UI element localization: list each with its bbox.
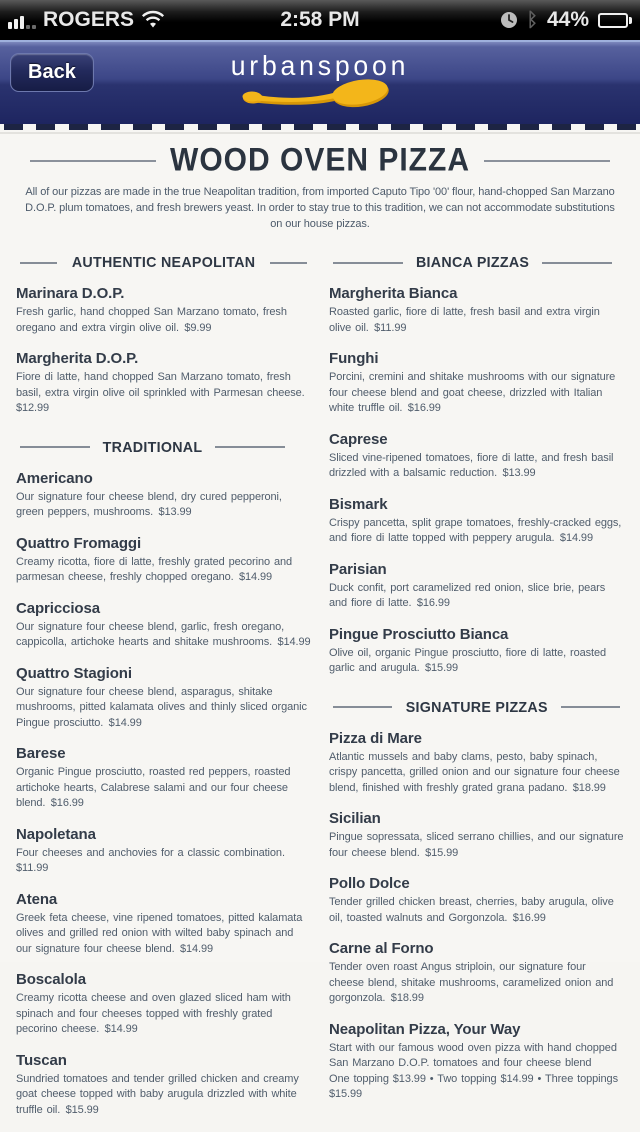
menu-item (329, 875, 624, 926)
section-heading (20, 254, 307, 271)
menu-title-row (30, 144, 610, 178)
menu-item (329, 810, 624, 861)
item-description-text: Our signature four cheese blend, garlic, fresh oregano, cappicolla, artichoke hearts and shitake mushrooms. (16, 620, 285, 648)
item-description (329, 370, 624, 417)
item-price: $16.99 (50, 797, 84, 809)
item-description-text: Duck confit, port caramelized red onion, slice brie, pears and fiore di latte. (329, 581, 606, 609)
item-description-text: Porcini, cremini and shitake mushrooms with our signature four cheese blend and goat cheese, drizzled with Italian white truffle oil. (329, 371, 616, 414)
menu-item (16, 350, 311, 417)
item-description-text: Tender oven roast Angus striploin, our signature four cheese blend, shitake mushrooms, caramelized onion and gorgonzola. (329, 961, 614, 1004)
item-price: $13.99 (158, 506, 192, 518)
item-name: Sicilian (329, 810, 381, 827)
item-description (16, 370, 311, 417)
item-description-text: Our signature four cheese blend, asparagus, shitake mushrooms, pitted kalamata olives and thinly sliced organic Pingue prosciutto. (16, 685, 307, 729)
item-name: Neapolitan Pizza, Your Way (329, 1020, 521, 1038)
logo-wordmark: urbanspoon (230, 50, 410, 81)
menu-item (16, 665, 311, 732)
item-price: $13.99 (502, 467, 536, 479)
item-description (329, 646, 624, 677)
item-description-text: Sundried tomatoes and tender grilled chicken and creamy goat cheese topped with baby arugula drizzled with white truffle oil. (16, 1072, 299, 1116)
section-heading-label: AUTHENTIC NEAPOLITAN (71, 254, 256, 271)
urbanspoon-logo (0, 50, 640, 107)
item-description-text: Fresh garlic, hand chopped San Marzano tomato, fresh oregano and extra virgin olive oil. (16, 306, 287, 334)
item-price: $14.99 (559, 532, 593, 544)
menu-intro: All of our pizzas are made in the true Neapolitan tradition, from imported Caputo Tipo '00' flour, hand-chopped San Marzano D.O.P. plum tomatoes, and fresh brewers yeast. In order to stay true to this tradition, we can not accommodate substitutions on our house pizzas. (25, 186, 615, 230)
section-heading (20, 439, 307, 456)
item-price: $15.99 (425, 846, 459, 859)
item-description (16, 846, 311, 877)
item-description-text: Sliced vine-ripened tomatoes, fiore di latte, and fresh basil drizzled with a balsamic reduction. (329, 451, 614, 479)
heading-rule-right (270, 262, 307, 264)
menu-item (16, 535, 311, 586)
menu-item (16, 470, 311, 521)
menu-item (16, 1052, 311, 1119)
menu-column (16, 248, 311, 1132)
back-button[interactable]: Back (10, 53, 94, 92)
spoon-icon (240, 79, 400, 107)
item-name: Pollo Dolce (329, 875, 410, 892)
item-description (329, 830, 624, 861)
heading-rule-right (215, 446, 285, 448)
item-name: Quattro Stagioni (16, 664, 132, 682)
section-heading-label: SIGNATURE PIZZAS (405, 698, 548, 716)
item-description (16, 991, 311, 1038)
item-price: $15.99 (425, 662, 459, 674)
item-name: Boscalola (16, 971, 86, 988)
menu-item (329, 561, 624, 612)
item-description (16, 685, 311, 732)
menu-item (16, 745, 311, 812)
item-description (16, 765, 311, 812)
item-description-text: Start with our famous wood oven pizza with hand chopped San Marzano D.O.P. tomatoes and four cheese blend (329, 1041, 617, 1069)
menu-item (329, 1021, 624, 1103)
menu-item (329, 285, 624, 336)
item-price: $14.99 (239, 571, 273, 583)
item-price: $11.99 (16, 862, 49, 874)
item-description (16, 555, 311, 586)
heading-rule-right (542, 262, 612, 264)
item-name: Funghi (329, 350, 379, 367)
menu-columns (0, 248, 640, 1132)
item-name: Parisian (329, 560, 387, 578)
item-price: $18.99 (572, 781, 606, 794)
item-name: Margherita D.O.P. (16, 350, 139, 367)
item-description-text: Organic Pingue prosciutto, roasted red peppers, roasted artichoke hearts, Calabrese salami and our four cheese blend. (16, 766, 291, 809)
item-description-text: Fiore di latte, hand chopped San Marzano tomato, fresh basil, extra virgin olive oil sprinkled with Parmesan cheese. (16, 371, 305, 399)
item-description-text: Crispy pancetta, split grape tomatoes, freshly-cracked eggs, and fiore di latte topped with peppery arugula. (329, 516, 622, 544)
section-heading-label: BIANCA PIZZAS (415, 254, 530, 271)
item-name: Atena (16, 890, 58, 908)
item-price: $14.99 (277, 636, 311, 648)
item-description (329, 305, 624, 336)
menu-title: WOOD OVEN PIZZA (170, 142, 470, 179)
item-price: $11.99 (374, 321, 407, 334)
title-rule-right (484, 160, 610, 162)
item-price: $14.99 (108, 716, 142, 729)
section-heading (333, 254, 620, 271)
item-description-text: Roasted garlic, fiore di latte, fresh basil and extra virgin olive oil. (329, 306, 600, 334)
item-description-text: Our signature four cheese blend, dry cured pepperoni, green peppers, mushrooms. (16, 490, 282, 518)
item-name: Quattro Fromaggi (16, 534, 142, 552)
item-topping-options: One topping $13.99 • Two topping $14.99 • Three toppings $15.99 (329, 1072, 618, 1100)
alarm-clock-icon (500, 11, 518, 29)
item-price: $9.99 (184, 321, 212, 334)
title-rule-left (30, 160, 156, 162)
heading-rule-left (20, 262, 57, 264)
item-name: Caprese (329, 430, 388, 448)
section-heading (333, 699, 620, 716)
heading-rule-left (20, 446, 90, 448)
menu-item (16, 971, 311, 1038)
item-description (329, 451, 624, 482)
menu-item (16, 600, 311, 651)
item-price: $16.99 (512, 911, 546, 924)
menu-item (329, 730, 624, 797)
item-name: Carne al Forno (329, 940, 434, 957)
status-bar (0, 0, 640, 40)
carrier-label: ROGERS (43, 8, 135, 31)
item-name: Marinara D.O.P. (16, 285, 125, 302)
cropped-row-dashes (0, 124, 640, 134)
item-description (329, 1041, 624, 1072)
item-description-text: Pingue sopressata, sliced serrano chillies, and our signature four cheese blend. (329, 831, 624, 859)
wifi-icon (141, 11, 165, 29)
menu-item (16, 285, 311, 336)
item-name: Bismark (329, 495, 388, 513)
item-description (329, 750, 624, 797)
item-description (16, 1072, 311, 1119)
item-description (329, 960, 624, 1007)
section-heading-label: TRADITIONAL (102, 438, 203, 456)
item-description-text: Olive oil, organic Pingue prosciutto, fiore di latte, roasted garlic and arugula. (329, 646, 607, 674)
menu-item (329, 626, 624, 677)
item-name: Capricciosa (16, 599, 100, 617)
menu-column (329, 248, 624, 1132)
heading-rule-left (333, 706, 392, 708)
menu-item (16, 826, 311, 877)
item-description (16, 620, 311, 651)
item-description-text: Creamy ricotta, fiore di latte, freshly grated pecorino and parmesan cheese, freshly chopped oregano. (16, 555, 293, 583)
item-description (16, 911, 311, 958)
item-description-text: Creamy ricotta cheese and oven glazed sliced ham with spinach and four cheeses topped with freshly grated pecorino cheese. (16, 992, 291, 1035)
item-description (329, 895, 624, 926)
item-description-text: Greek feta cheese, vine ripened tomatoes, pitted kalamata olives and grilled red onion with wilted baby spinach and our signature four cheese blend. (16, 911, 303, 955)
item-description-text: Tender grilled chicken breast, cherries, baby arugula, olive oil, toasted walnuts and Gorgonzola. (329, 896, 614, 924)
item-name: Barese (16, 745, 66, 762)
heading-rule-left (333, 262, 403, 264)
item-name: Americano (16, 469, 93, 487)
menu-item (329, 496, 624, 547)
menu-item (16, 891, 311, 958)
battery-percent-label: 44% (546, 8, 589, 31)
signal-strength-icon (8, 11, 36, 29)
item-name: Tuscan (16, 1051, 67, 1069)
item-description-text: Atlantic mussels and baby clams, pesto, baby spinach, crispy pancetta, grilled onion and our signature four cheese blend, finished with freshly grated grana padano. (329, 750, 620, 794)
item-name: Pingue Prosciutto Bianca (329, 625, 509, 643)
item-description (16, 305, 311, 336)
item-price: $18.99 (390, 992, 424, 1004)
clock-time: 2:58 PM (280, 8, 360, 31)
item-name: Margherita Bianca (329, 285, 458, 302)
item-price: $16.99 (407, 402, 441, 414)
battery-icon (598, 13, 632, 28)
menu-item (329, 350, 624, 417)
item-price: $14.99 (104, 1023, 138, 1035)
item-price: $12.99 (16, 402, 50, 414)
item-description (329, 581, 624, 612)
item-price: $16.99 (416, 597, 450, 609)
menu-item (329, 431, 624, 482)
item-name: Napoletana (16, 825, 96, 843)
item-description (329, 516, 624, 547)
item-price: $14.99 (179, 942, 214, 955)
menu-page (0, 124, 640, 1116)
item-description-text: Four cheeses and anchovies for a classic combination. (16, 846, 285, 859)
menu-item (329, 940, 624, 1007)
heading-rule-right (561, 706, 620, 708)
item-price: $15.99 (65, 1103, 99, 1116)
nav-bar (0, 40, 640, 124)
item-name: Pizza di Mare (329, 729, 422, 747)
bluetooth-icon: ᛒ (526, 9, 538, 31)
item-description (16, 490, 311, 521)
